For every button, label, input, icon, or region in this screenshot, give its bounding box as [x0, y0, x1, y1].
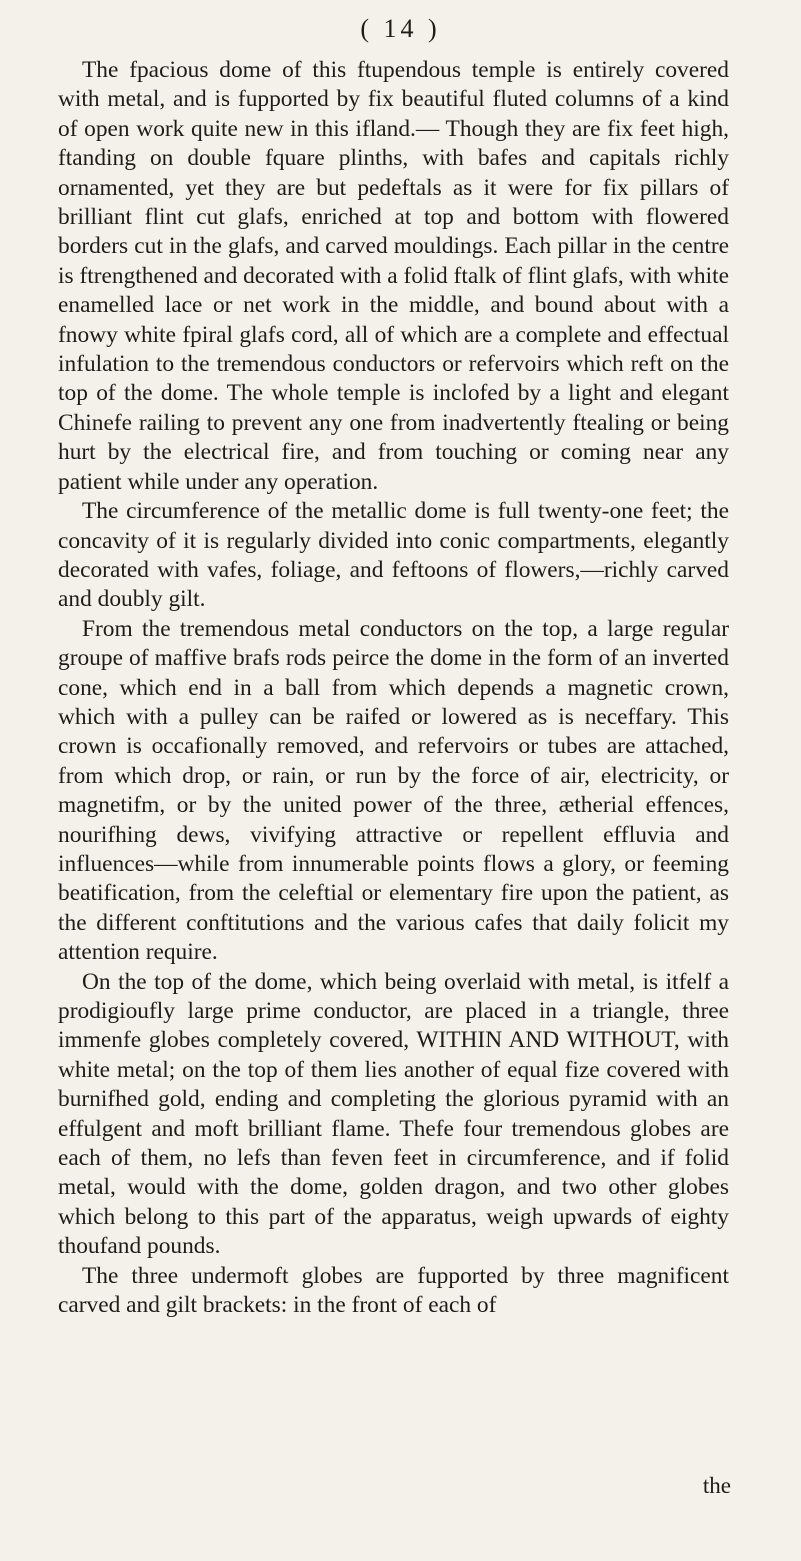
- paragraph-circumference: The circumference of the metallic dome is full twenty-one feet; the concavity of it is regularly divided into conic compartments, elegantly decorated with vafes, foliage, and feftoons of flowers,—richly carved and doubly gilt.: [58, 498, 729, 613]
- page-number: ( 14 ): [360, 14, 441, 43]
- catchword: the: [702, 1473, 731, 1498]
- paragraph-brackets: The three undermoft globes are fupported by three magnificent carved and gilt brackets: in the front of each of: [58, 1262, 729, 1319]
- paragraph-dome: The fpacious dome of this ftupendous temple is entirely covered with metal, and is fupported by fix beautiful fluted columns of a kind of open work quite new in this ifland.— Though they are fix feet high, ftanding on double fquare plinths, with bafes and capitals richly ornamented, yet they are but pedeftals as it were for fix pillars of brilliant flint cut glafs, enriched at top and bottom with flowered borders cut in the glafs, and carved mouldings. Each pillar in the centre is ftrengthened and decorated with a folid ftalk of flint glafs, with white enamelled lace or net work in the middle, and bound about with a fnowy white fpiral glafs cord, all of which are a complete and effectual infulation to the tremendous conductors or refervoirs which reft on the top of the dome. The whole temple is inclofed by a light and elegant Chinefe railing to prevent any one from inadvertently ftealing or being hurt by the electrical fire, and from touching or coming near any patient while under any operation.: [58, 57, 729, 495]
- paragraph-globes: On the top of the dome, which being overlaid with metal, is itfelf a prodigioufly large prime conductor, are placed in a triangle, three immenfe globes completely covered, WITHIN AND WITHOUT, with white metal; on the top of them lies another of equal fize covered with burnifhed gold, ending and completing the glorious pyramid with an effulgent and moft brilliant flame. Thefe four tremendous globes are each of them, no lefs than feven feet in circumference, and if folid metal, would with the dome, golden dragon, and two other globes which belong to this part of the apparatus, weigh upwards of eighty thoufand pounds.: [58, 968, 729, 1260]
- paragraph-conductors: From the tremendous metal conductors on the top, a large regular groupe of maffive brafs rods peirce the dome in the form of an inverted cone, which end in a ball from which depends a magnetic crown, which with a pulley can be raifed or lowered as is neceffary. This crown is occafionally removed, and refervoirs or tubes are attached, from which drop, or rain, or run by the force of air, electricity, or magnetifm, or by the united power of the three, ætherial effences, nourifhing dews, vivifying attractive or repellent effluvia and influences—while from innumerable points flows a glory, or feeming beatification, from the celeftial or elementary fire upon the patient, as the different conftitutions and the various cafes that daily folicit my attention require.: [58, 615, 729, 966]
- text-body: [58, 56, 729, 1320]
